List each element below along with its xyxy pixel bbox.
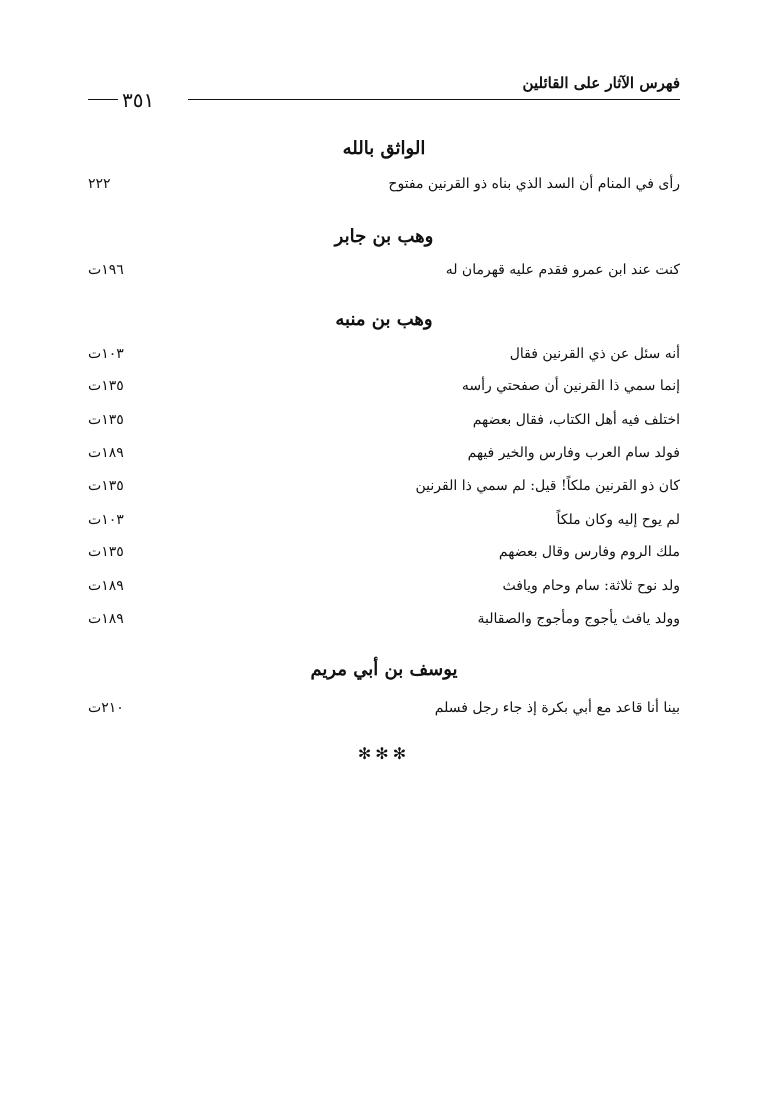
header-rule: [188, 99, 680, 100]
section-heading: وهب بن جابر: [334, 226, 434, 247]
entry-page-ref: ١٩٦ت: [88, 262, 124, 278]
index-entry: [88, 378, 680, 402]
entry-page-ref: ١٠٣ت: [88, 512, 124, 528]
entry-text: أنه سئل عن ذي القرنين فقال: [509, 346, 680, 362]
entry-page-ref: ١٣٥ت: [88, 412, 124, 428]
entry-page-ref: ٢٢٢: [88, 176, 111, 192]
end-ornament: ✻✻✻: [357, 744, 411, 763]
index-entry: [88, 445, 680, 469]
index-entry: [88, 611, 680, 635]
index-entry: [88, 346, 680, 370]
index-entry: [88, 478, 680, 502]
section-heading: وهب بن منبه: [335, 309, 433, 330]
section-heading: الواثق بالله: [342, 138, 426, 159]
entry-page-ref: ١٣٥ت: [88, 478, 124, 494]
entry-text: إنما سمي ذا القرنين أن صفحتي رأسه: [461, 378, 680, 394]
entry-text: كان ذو القرنين ملكاً! قيل: لم سمي ذا القرنين: [415, 478, 680, 494]
entry-page-ref: ١٨٩ت: [88, 611, 124, 627]
index-entry: [88, 512, 680, 536]
entry-text: بينا أنا قاعد مع أبي بكرة إذ جاء رجل فسلم: [434, 700, 680, 716]
entry-text: فولد سام العرب وفارس والخير فيهم: [467, 445, 680, 461]
entry-page-ref: ٢١٠ت: [88, 700, 124, 716]
index-entry: [88, 176, 680, 200]
entry-text: ولد نوح ثلاثة: سام وحام ويافث: [502, 578, 680, 594]
entry-page-ref: ١٣٥ت: [88, 544, 124, 560]
index-entry: [88, 412, 680, 436]
running-header: [88, 70, 680, 110]
entry-page-ref: ١٨٩ت: [88, 445, 124, 461]
header-dash: [88, 99, 118, 100]
entry-page-ref: ١٠٣ت: [88, 346, 124, 362]
entry-text: ملك الروم وفارس وقال بعضهم: [498, 544, 680, 560]
header-title: فهرس الآثار على القائلين: [522, 74, 680, 92]
entry-text: اختلف فيه أهل الكتاب، فقال بعضهم: [472, 412, 680, 428]
index-entry: [88, 262, 680, 286]
index-entry: [88, 700, 680, 724]
entry-text: كنت عند ابن عمرو فقدم عليه قهرمان له: [445, 262, 680, 278]
entry-text: رأى في المنام أن السد الذي بناه ذو القرنين مفتوح: [388, 176, 680, 192]
index-entry: [88, 578, 680, 602]
entry-page-ref: ١٣٥ت: [88, 378, 124, 394]
index-entry: [88, 544, 680, 568]
entry-text: وولد يافث يأجوج ومأجوج والصقالبة: [477, 611, 680, 627]
section-heading: يوسف بن أبي مريم: [310, 659, 458, 680]
page-number: ٣٥١: [122, 88, 155, 112]
entry-text: لم يوح إليه وكان ملكاً: [556, 512, 680, 528]
entry-page-ref: ١٨٩ت: [88, 578, 124, 594]
